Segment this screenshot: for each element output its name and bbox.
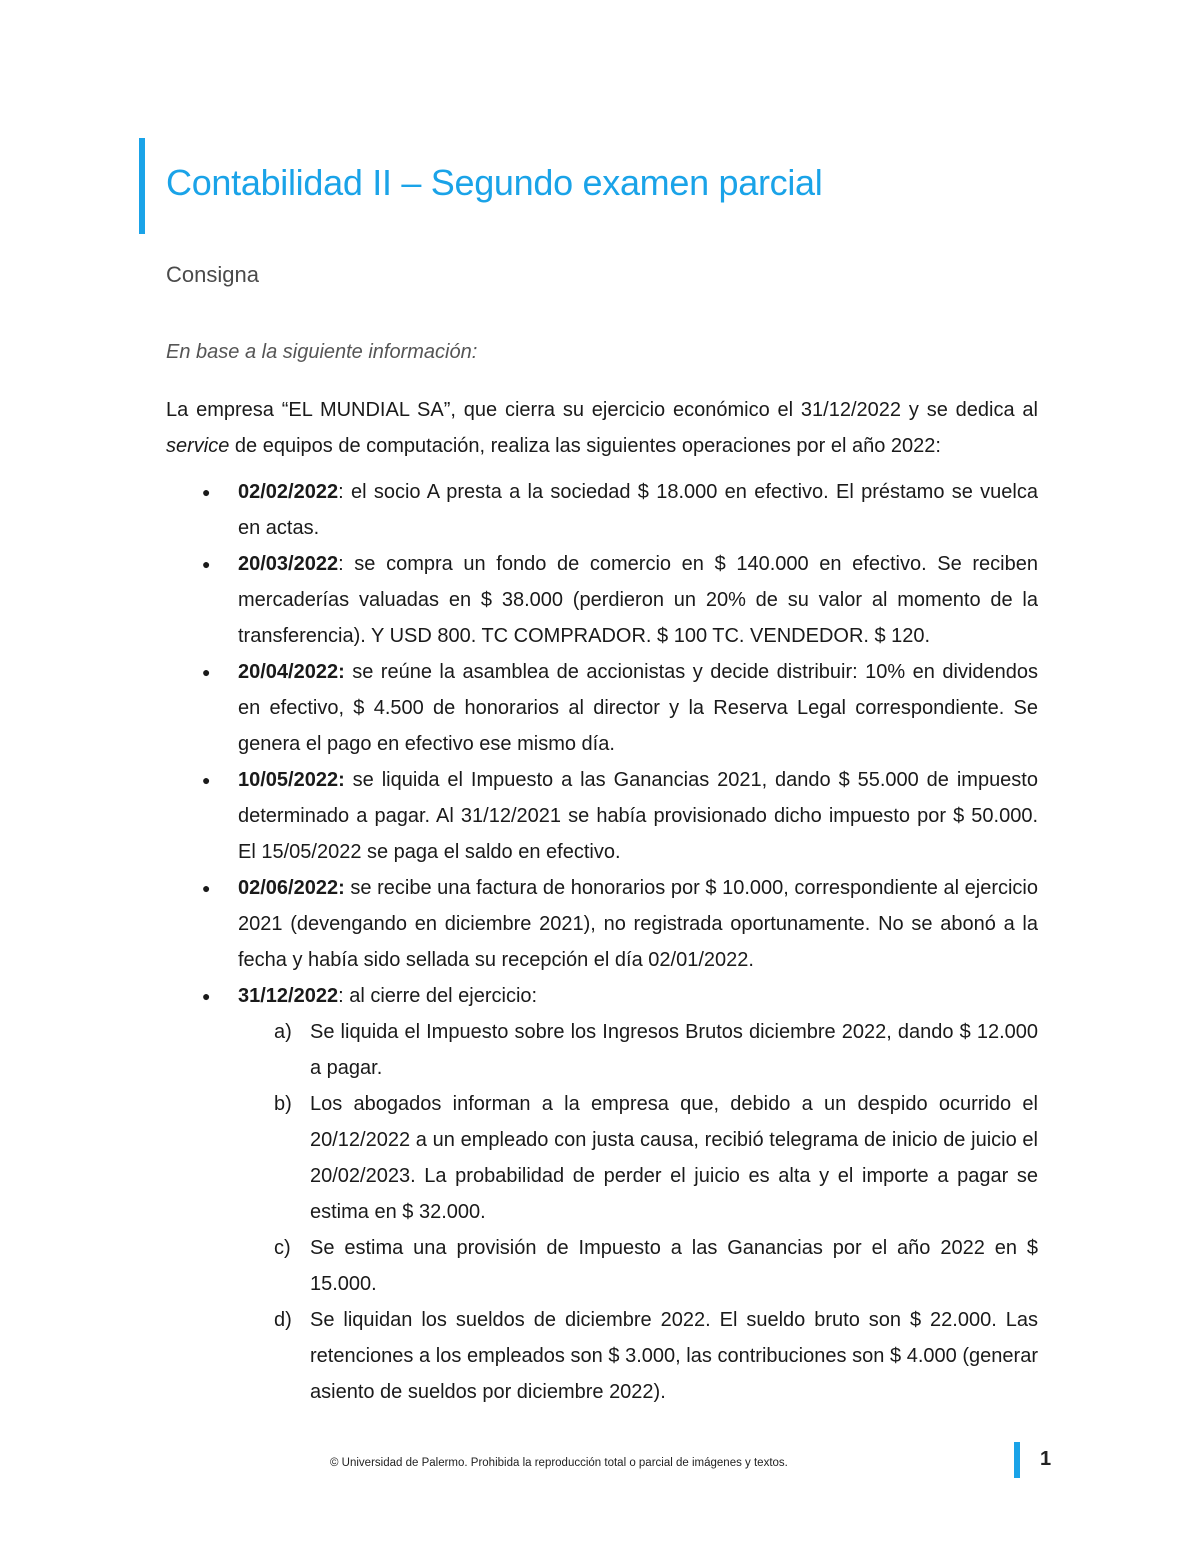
closing-items-list xyxy=(238,1014,1038,1410)
bullet-icon: ● xyxy=(202,880,211,896)
bullet-icon: ● xyxy=(202,988,211,1004)
operation-date: 31/12/2022 xyxy=(238,985,339,1007)
list-item xyxy=(166,762,1038,870)
section-subtitle: Consigna xyxy=(166,262,259,287)
bullet-icon: ● xyxy=(202,484,211,500)
operation-text: : se compra un fondo de comercio en $ 140.000 en efectivo. Se reciben mercaderías valuadas en $ 38.000 (perdieron un 20% de su valor al momento de la transferencia). Y USD 800. TC COMPRADOR. $ 100 TC. VENDEDOR. $ 120. xyxy=(238,553,1038,647)
title-accent-bar xyxy=(139,138,145,234)
item-text: Se estima una provisión de Impuesto a las Ganancias por el año 2022 en $ 15.000. xyxy=(310,1237,1038,1295)
list-item xyxy=(166,978,1038,1410)
operation-date: 02/02/2022 xyxy=(238,481,339,503)
item-text: Los abogados informan a la empresa que, debido a un despido ocurrido el 20/12/2022 a un empleado con justa causa, recibió telegrama de inicio de juicio el 20/02/2023. La probabilidad de perder el juicio es alta y el importe a pagar se estima en $ 32.000. xyxy=(310,1093,1038,1223)
paragraph-italic: service xyxy=(166,435,230,457)
closing-item xyxy=(238,1302,1038,1410)
list-item xyxy=(166,474,1038,546)
operation-text: se liquida el Impuesto a las Ganancias 2021, dando $ 55.000 de impuesto determinado a pagar. Al 31/12/2021 se había provisionado dicho impuesto por $ 50.000. El 15/05/2022 se paga el saldo en efectivo. xyxy=(238,769,1038,863)
operation-date: 02/06/2022: xyxy=(238,877,345,899)
closing-item xyxy=(238,1230,1038,1302)
item-letter: b) xyxy=(274,1093,292,1115)
item-text: Se liquida el Impuesto sobre los Ingresos Brutos diciembre 2022, dando $ 12.000 a pagar. xyxy=(310,1021,1038,1079)
list-item xyxy=(166,546,1038,654)
operation-date: 20/04/2022: xyxy=(238,661,345,683)
paragraph-part1: La empresa “EL MUNDIAL SA”, que cierra su ejercicio económico el 31/12/2022 y se dedica al xyxy=(166,399,1038,421)
operation-text: se recibe una factura de honorarios por $ 10.000, correspondiente al ejercicio 2021 (devengando en diciembre 2021), no registrada oportunamente. No se abonó a la fecha y había sido sellada su recepción el día 02/01/2022. xyxy=(238,877,1038,971)
item-letter: c) xyxy=(274,1237,291,1259)
operation-date: 10/05/2022: xyxy=(238,769,345,791)
operation-text: : el socio A presta a la sociedad $ 18.000 en efectivo. El préstamo se vuelca en actas. xyxy=(238,481,1038,539)
list-item xyxy=(166,870,1038,978)
footer-copyright: © Universidad de Palermo. Prohibida la reproducción total o parcial de imágenes y textos. xyxy=(330,1457,788,1469)
page-number: 1 xyxy=(1040,1448,1052,1470)
closing-item xyxy=(238,1014,1038,1086)
item-letter: a) xyxy=(274,1021,292,1043)
operation-text: se reúne la asamblea de accionistas y decide distribuir: 10% en dividendos en efectivo, $ 4.500 de honorarios al director y la Reserva Legal correspondiente. Se genera el pago en efectivo ese mismo día. xyxy=(238,661,1038,755)
bullet-icon: ● xyxy=(202,664,211,680)
intro-text: En base a la siguiente información: xyxy=(166,341,478,363)
item-text: Se liquidan los sueldos de diciembre 2022. El sueldo bruto son $ 22.000. Las retenciones a los empleados son $ 3.000, las contribuciones son $ 4.000 (generar asiento de sueldos por diciembre 2022). xyxy=(310,1309,1038,1403)
list-item xyxy=(166,654,1038,762)
item-letter: d) xyxy=(274,1309,292,1331)
operations-list xyxy=(166,474,1038,1410)
bullet-icon: ● xyxy=(202,556,211,572)
page-number-accent-bar xyxy=(1014,1442,1020,1478)
page-title: Contabilidad II – Segundo examen parcial xyxy=(166,162,823,203)
bullet-icon: ● xyxy=(202,772,211,788)
company-paragraph xyxy=(166,392,1038,464)
closing-item xyxy=(238,1086,1038,1230)
operation-text: : al cierre del ejercicio: xyxy=(338,985,538,1007)
operation-date: 20/03/2022 xyxy=(238,553,339,575)
paragraph-part2: de equipos de computación, realiza las siguientes operaciones por el año 2022: xyxy=(229,435,941,457)
